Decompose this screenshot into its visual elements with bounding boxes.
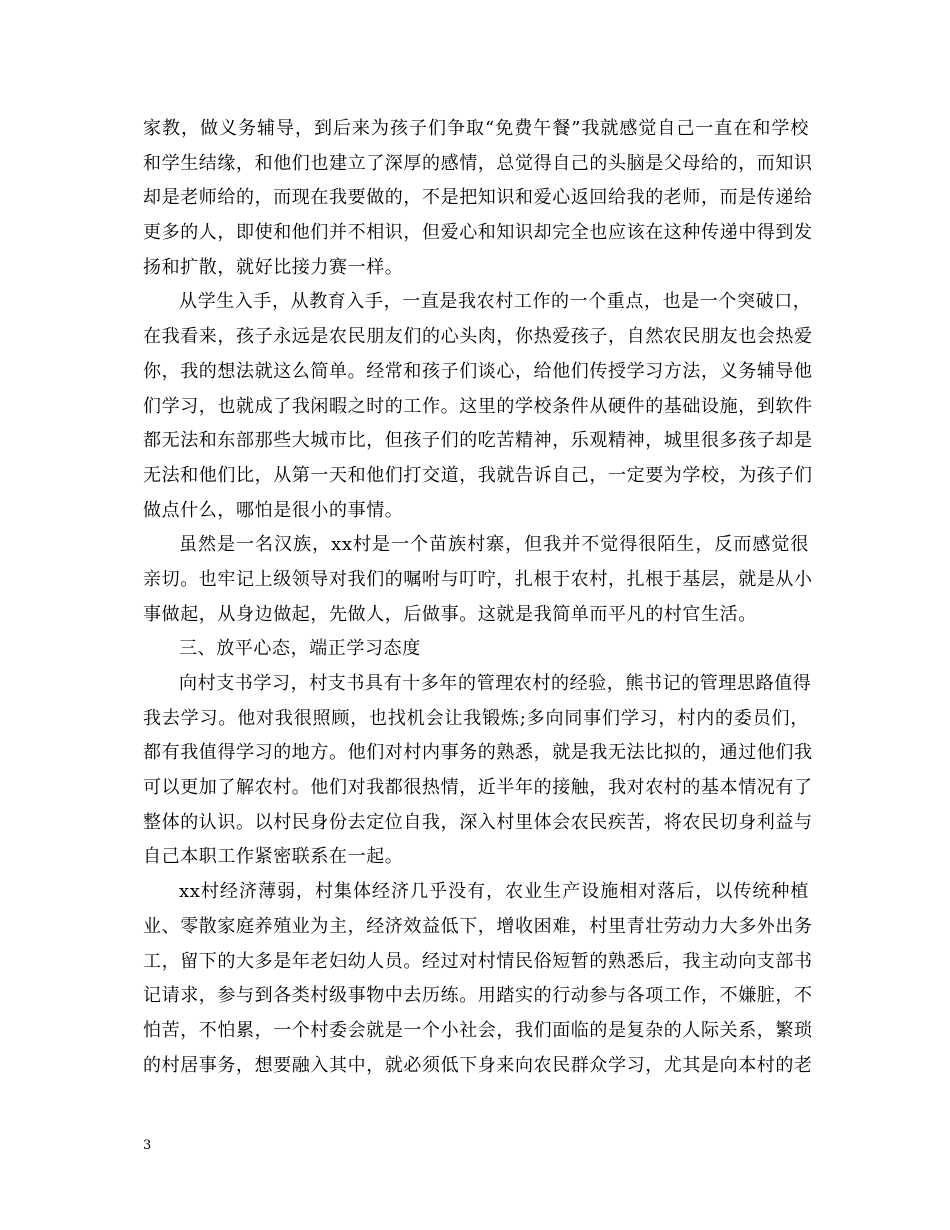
text-line: 自己本职工作紧密联系在一起。: [143, 846, 404, 868]
text-line: 业、零散家庭养殖业为主，经济效益低下，增收困难，村里青壮劳动力大多外出务: [143, 915, 813, 937]
text-line: 做点什么，哪怕是很小的事情。: [143, 499, 404, 521]
text-line: 扬和扩散，就好比接力赛一样。: [143, 256, 404, 278]
text-line: 和学生结缘，和他们也建立了深厚的感情，总觉得自己的头脑是父母给的，而知识: [143, 152, 813, 174]
text-line: 都无法和东部那些大城市比，但孩子们的吃苦精神，乐观精神，城里很多孩子却是: [143, 430, 813, 452]
text-line: 都有我值得学习的地方。他们对村内事务的熟悉，就是我无法比拟的，通过他们我: [143, 742, 813, 764]
text-line: 三、放平心态，端正学习态度: [179, 638, 421, 660]
text-line: 向村支书学习，村支书具有十多年的管理农村的经验，熊书记的管理思路值得: [179, 673, 812, 694]
text-line: 们学习，也就成了我闲暇之时的工作。这里的学校条件从硬件的基础设施，到软件: [143, 395, 813, 417]
text-line: 无法和他们比，从第一天和他们打交道，我就告诉自己，一定要为学校，为孩子们: [143, 464, 813, 486]
text-line: 怕苦，不怕累，一个村委会就是一个小社会，我们面临的是复杂的人际关系，繁琐: [143, 1019, 813, 1041]
text-line: 更多的人，即使和他们并不相识，但爱心和知识却完全也应该在这种传递中得到发: [143, 222, 813, 244]
text-line: 的村居事务，想要融入其中，就必须低下身来向农民群众学习，尤其是向本村的老: [143, 1054, 813, 1076]
page-number: 3: [143, 1138, 152, 1153]
text-line: 工，留下的大多是年老妇幼人员。经过对村情民俗短暂的熟悉后，我主动向支部书: [143, 950, 813, 972]
text-line: xx村经济薄弱，村集体经济几乎没有，农业生产设施相对落后，以传统种植: [179, 881, 809, 903]
text-line: 记请求，参与到各类村级事物中去历练。用踏实的行动参与各项工作，不嫌脏，不: [143, 985, 813, 1007]
text-line: 可以更加了解农村。他们对我都很热情，近半年的接触，我对农村的基本情况有了: [143, 777, 813, 799]
text-line: 你，我的想法就这么简单。经常和孩子们谈心，给他们传授学习方法，义务辅导他: [143, 360, 813, 382]
text-line: 虽然是一名汉族，xx村是一个苗族村寨，但我并不觉得很陌生，反而感觉很: [179, 534, 809, 556]
text-line: 亲切。也牢记上级领导对我们的嘱咐与叮咛，扎根于农村，扎根于基层，就是从小: [143, 568, 813, 590]
text-line: 从学生入手，从教育入手，一直是我农村工作的一个重点，也是一个突破口，: [179, 291, 812, 313]
text-line: 在我看来，孩子永远是农民朋友们的心头肉，你热爱孩子，自然农民朋友也会热爱: [143, 326, 813, 348]
text-line: 却是老师给的，而现在我要做的，不是把知识和爱心返回给我的老师，而是传递给: [143, 187, 813, 209]
body-text: [143, 112, 813, 1083]
text-line: 事做起，从身边做起，先做人，后做事。这就是我简单而平凡的村官生活。: [143, 603, 757, 625]
text-line: 家教，做义务辅导，到后来为孩子们争取“免费午餐”我就感觉自己一直在和学校: [143, 118, 809, 139]
text-line: 我去学习。他对我很照顾，也找机会让我锻炼;多向同事们学习，村内的委员们，: [143, 707, 809, 729]
text-line: 整体的认识。以村民身份去定位自我，深入村里体会农民疾苦，将农民切身利益与: [143, 811, 813, 833]
